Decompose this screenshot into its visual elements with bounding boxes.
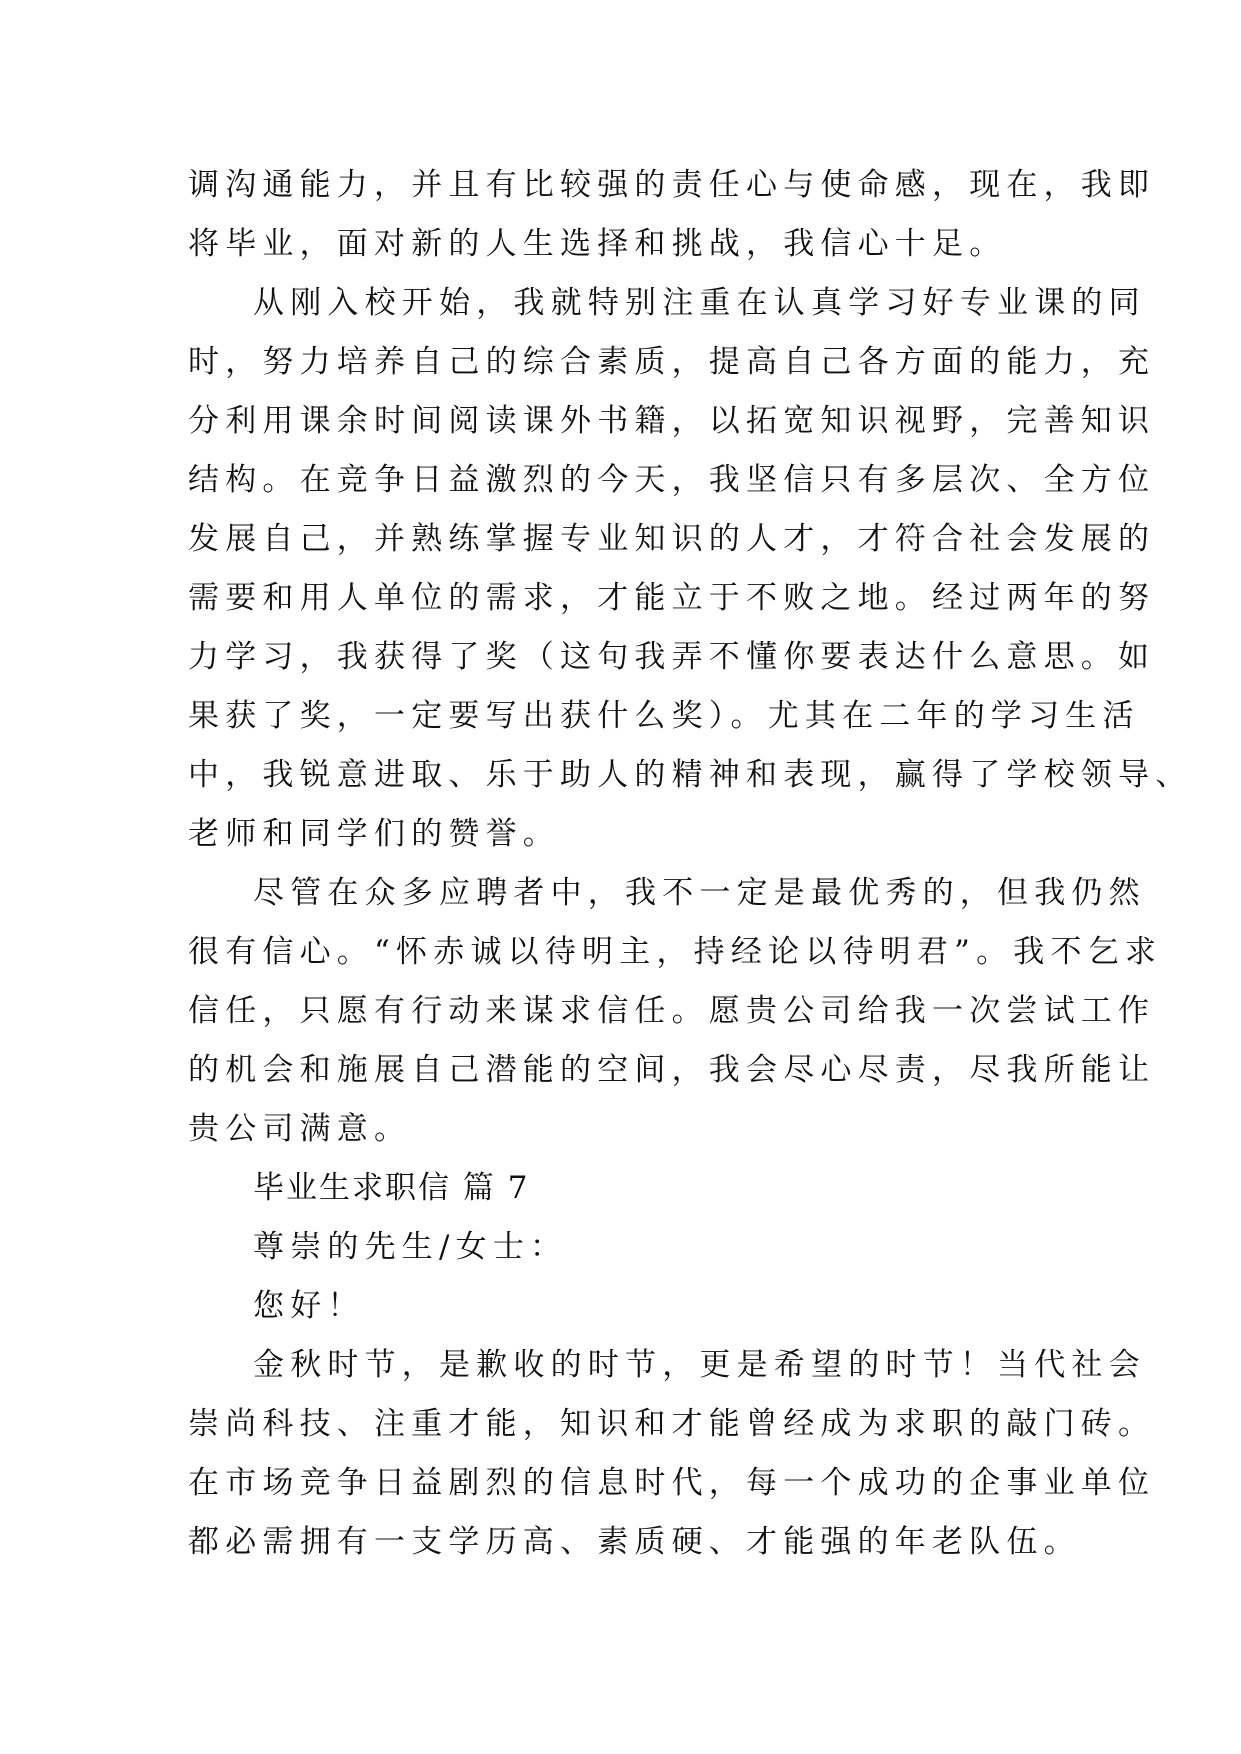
text-line: 需要和用人单位的需求，才能立于不败之地。经过两年的努 — [188, 580, 1156, 616]
section-heading: 毕业生求职信 篇 7 — [253, 1170, 530, 1206]
text-line: 在市场竞争日益剧烈的信息时代，每一个成功的企事业单位 — [188, 1465, 1156, 1501]
text-line: 崇尚科技、注重才能，知识和才能曾经成为求职的敲门砖。 — [188, 1406, 1156, 1442]
text-line: 分利用课余时间阅读课外书籍，以拓宽知识视野，完善知识 — [188, 403, 1156, 439]
text-line: 信任，只愿有行动来谋求信任。愿贵公司给我一次尝试工作 — [188, 993, 1156, 1029]
document-body — [188, 156, 1193, 1572]
text-line: 时，努力培养自己的综合素质，提高自己各方面的能力，充 — [188, 344, 1156, 380]
text-line: 调沟通能力，并且有比较强的责任心与使命感，现在，我即 — [188, 167, 1156, 203]
salutation-line: 尊崇的先生/女士： — [253, 1229, 568, 1265]
text-line: 中，我锐意进取、乐于助人的精神和表现，赢得了学校领导、 — [188, 757, 1193, 793]
text-line: 发展自己，并熟练掌握专业知识的人才，才符合社会发展的 — [188, 521, 1156, 557]
text-line: 老师和同学们的赞誉。 — [188, 816, 560, 852]
text-line: 很有信心。“怀赤诚以待明主，持经论以待明君”。我不乞求 — [188, 934, 1163, 970]
greeting-line: 您好！ — [253, 1288, 365, 1324]
paragraph-start-line: 尽管在众多应聘者中，我不一定是最优秀的，但我仍然 — [253, 875, 1146, 911]
text-line: 力学习，我获得了奖（这句我弄不懂你要表达什么意思。如 — [188, 639, 1156, 675]
paragraph-start-line: 从刚入校开始，我就特别注重在认真学习好专业课的同 — [253, 285, 1146, 321]
text-line: 都必需拥有一支学历高、素质硬、才能强的年老队伍。 — [188, 1524, 1081, 1560]
text-line: 的机会和施展自己潜能的空间，我会尽心尽责，尽我所能让 — [188, 1052, 1156, 1088]
text-line: 结构。在竞争日益激烈的今天，我坚信只有多层次、全方位 — [188, 462, 1156, 498]
text-line: 将毕业，面对新的人生选择和挑战，我信心十足。 — [188, 226, 1007, 262]
paragraph-start-line: 金秋时节，是歉收的时节，更是希望的时节！当代社会 — [253, 1347, 1146, 1383]
text-line: 果获了奖，一定要写出获什么奖）。尤其在二年的学习生活 — [188, 698, 1140, 734]
text-line: 贵公司满意。 — [188, 1111, 412, 1147]
